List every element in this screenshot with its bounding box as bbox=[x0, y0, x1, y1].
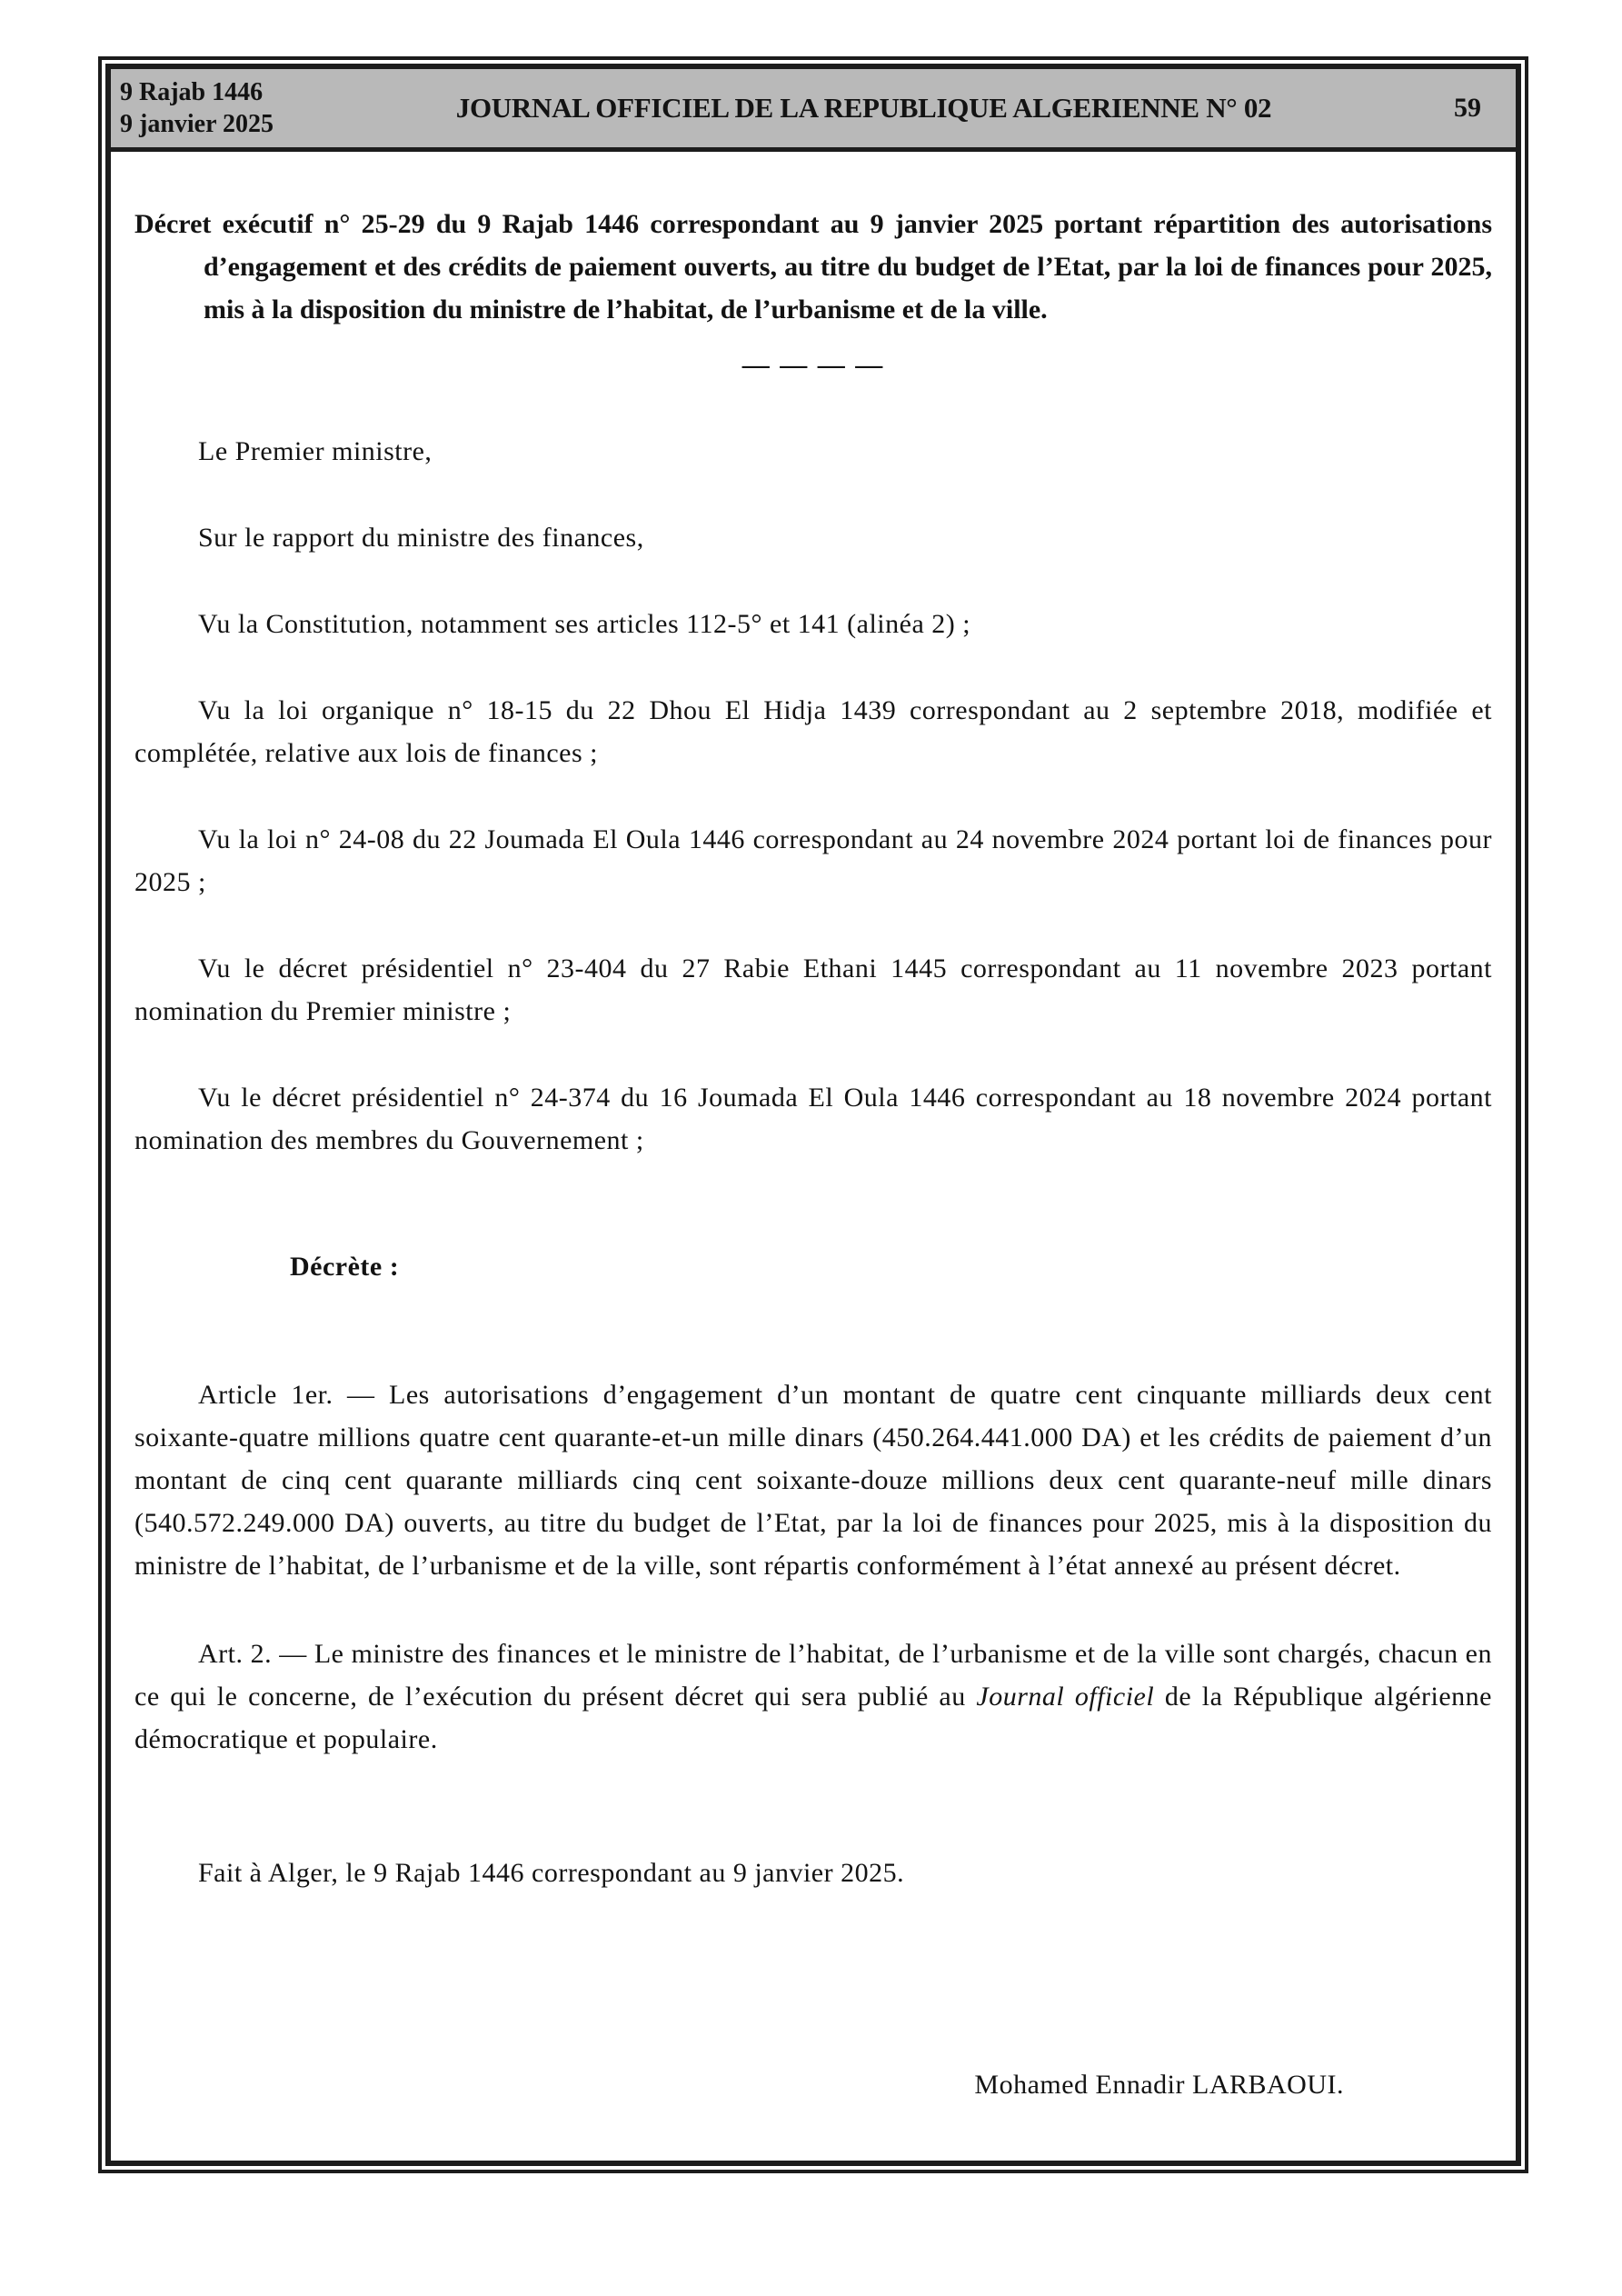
article-2-text-before: Art. 2. — Le ministre des finances et le ministre de l’habitat, de l’urbanisme et de la ville sont chargés, chacun en ce qui le concerne, de l’exécution du présent décret qui sera publié au bbox=[134, 1639, 1492, 1712]
date-hijri: 9 Rajab 1446 bbox=[120, 78, 264, 106]
journal-title: JOURNAL OFFICIEL DE LA REPUBLIQUE ALGERIENNE N° 02 bbox=[455, 92, 1272, 124]
visa-decret-24-374: Vu le décret présidentiel n° 24-374 du 16 Joumada El Oula 1446 correspondant au 18 novembre 2024 portant nomination des membres du Gouvernement ; bbox=[134, 1083, 1492, 1155]
closing-place-date: Fait à Alger, le 9 Rajab 1446 correspondant au 9 janvier 2025. bbox=[198, 1858, 905, 1888]
visa-loi-organique-18-15: Vu la loi organique n° 18-15 du 22 Dhou El Hidja 1439 correspondant au 2 septembre 2018, modifiée et complétée, relative aux lois de finances ; bbox=[134, 695, 1492, 768]
journal-officiel-italic: Journal officiel bbox=[976, 1682, 1155, 1712]
decree-body bbox=[111, 152, 1516, 2161]
decree-title: Décret exécutif n° 25-29 du 9 Rajab 1446 correspondant au 9 janvier 2025 portant répartition des autorisations d’engagement et des crédits de paiement ouverts, au titre du budget de l’Etat, par la loi de finances pour 2025, mis à la disposition du ministre de l’habitat, de l’urbanisme et de la ville. bbox=[134, 209, 1492, 324]
page-frame bbox=[98, 56, 1528, 2173]
visa-loi-24-08: Vu la loi n° 24-08 du 22 Joumada El Oula 1446 correspondant au 24 novembre 2024 portant loi de finances pour 2025 ; bbox=[134, 824, 1492, 897]
header-dates bbox=[120, 76, 274, 140]
article-2-text-after: de la République algérienne démocratique et populaire. bbox=[134, 1682, 1492, 1754]
visa-decret-23-404: Vu le décret présidentiel n° 23-404 du 27 Rabie Ethani 1445 correspondant au 11 novembre 2023 portant nomination du Premier ministre ; bbox=[134, 953, 1492, 1026]
article-1: Article 1er. — Les autorisations d’engagement d’un montant de quatre cent cinquante milliards deux cent soixante-quatre millions quatre cent quarante-et-un mille dinars (450.264.441.000 DA) et les crédits de paiement d’un montant de cinq cent quarante milliards cinq cent soixante-douze millions deux cent quarante-neuf mille dinars (540.572.249.000 DA) ouverts, au titre du budget de l’Etat, par la loi de finances pour 2025, mis à la disposition du ministre de l’habitat, de l’urbanisme et de la ville, sont répartis conformément à l’état annexé au présent décret. bbox=[134, 1380, 1492, 1581]
decree-report: Sur le rapport du ministre des finances, bbox=[198, 523, 644, 553]
decree-opening: Le Premier ministre, bbox=[198, 436, 433, 466]
page-inner-frame bbox=[105, 64, 1521, 2166]
title-separator: — — — — bbox=[741, 350, 885, 380]
signatory-name: Mohamed Ennadir LARBAOUI. bbox=[974, 2070, 1344, 2100]
date-gregorian: 9 janvier 2025 bbox=[120, 110, 274, 138]
article-2 bbox=[134, 1632, 1492, 1761]
decrete-label: Décrète : bbox=[290, 1252, 400, 1282]
visa-constitution: Vu la Constitution, notamment ses articles 112-5° et 141 (alinéa 2) ; bbox=[198, 609, 971, 639]
page-number: 59 bbox=[1454, 93, 1481, 123]
journal-header-band bbox=[111, 69, 1516, 152]
